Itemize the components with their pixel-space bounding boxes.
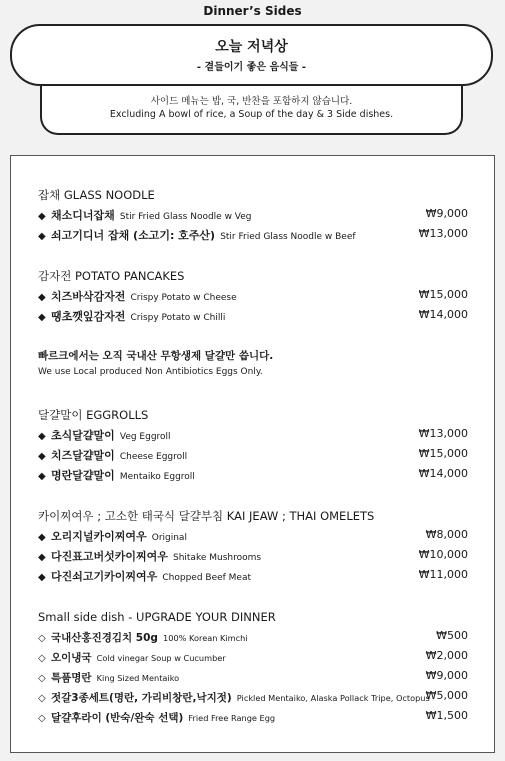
section-title: 잡채 GLASS NOODLE bbox=[38, 188, 155, 202]
egg-notice-en: We use Local produced Non Antibiotics Eggs Only. bbox=[38, 367, 263, 377]
item-price: ₩14,000 bbox=[418, 308, 468, 321]
item-english: Stir Fried Glass Noodle w Veg bbox=[119, 212, 252, 222]
item-price: ₩2,000 bbox=[425, 649, 468, 662]
item-english: Crispy Potato w Chilli bbox=[130, 313, 226, 323]
section-title: 카이찌여우 ; 고소한 태국식 달걀부침 KAI JEAW ; THAI OMELETS bbox=[38, 509, 375, 523]
menu-box bbox=[10, 155, 495, 753]
menu-item bbox=[38, 626, 468, 646]
item-price: ₩1,500 bbox=[425, 709, 468, 722]
item-price: ₩10,000 bbox=[418, 548, 468, 561]
item-english: Mentaiko Eggroll bbox=[119, 472, 195, 482]
menu-item bbox=[38, 686, 468, 706]
menu-item bbox=[38, 305, 468, 325]
egg-notice-kr: 빠르크에서는 오직 국내산 무항생제 달걀만 씁니다. bbox=[38, 350, 274, 362]
item-price: ₩13,000 bbox=[418, 427, 468, 440]
menu-item bbox=[38, 224, 468, 244]
item-name: 오리지널카이찌여우 bbox=[51, 530, 147, 543]
item-english: Fried Free Range Egg bbox=[188, 713, 276, 723]
item-english: Chopped Beef Meat bbox=[162, 573, 252, 583]
diamond-bullet-icon: ◆ bbox=[38, 312, 46, 323]
hollow-diamond-bullet-icon: ◇ bbox=[38, 693, 46, 704]
page-header-title: Dinner’s Sides bbox=[203, 4, 302, 18]
item-english: 100% Korean Kimchi bbox=[163, 633, 248, 643]
item-name: 치즈바삭감자전 bbox=[51, 290, 126, 303]
diamond-bullet-icon: ◆ bbox=[38, 451, 46, 462]
item-name: 달걀후라이 (반숙/완숙 선택) bbox=[51, 712, 184, 724]
section-potato-pancakes bbox=[38, 267, 468, 325]
banner-title: 오늘 저녁상 bbox=[215, 39, 288, 55]
item-english: Veg Eggroll bbox=[119, 432, 171, 442]
diamond-bullet-icon: ◆ bbox=[38, 552, 46, 563]
notice-line-kr: 사이드 메뉴는 밥, 국, 반찬을 포함하지 않습니다. bbox=[150, 96, 353, 107]
menu-item bbox=[38, 706, 468, 726]
item-price: ₩9,000 bbox=[425, 207, 468, 220]
section-glass-noodle bbox=[38, 186, 468, 244]
item-name: 다진표고버섯카이찌여우 bbox=[51, 550, 168, 563]
section-title: Small side dish - UPGRADE YOUR DINNER bbox=[38, 610, 276, 624]
item-price: ₩15,000 bbox=[418, 288, 468, 301]
item-price: ₩9,000 bbox=[425, 669, 468, 682]
menu-item bbox=[38, 444, 468, 464]
menu-item bbox=[38, 545, 468, 565]
item-name: 쇠고기디너 잡채 (소고기: 호주산) bbox=[51, 229, 216, 242]
egg-notice bbox=[38, 347, 468, 379]
hollow-diamond-bullet-icon: ◇ bbox=[38, 633, 46, 644]
menu-item bbox=[38, 424, 468, 444]
hollow-diamond-bullet-icon: ◇ bbox=[38, 713, 46, 724]
diamond-bullet-icon: ◆ bbox=[38, 471, 46, 482]
banner-subtitle: - 곁들이기 좋은 음식들 - bbox=[196, 62, 307, 73]
section-eggrolls bbox=[38, 406, 468, 484]
diamond-bullet-icon: ◆ bbox=[38, 431, 46, 442]
item-price: ₩500 bbox=[436, 629, 468, 642]
item-name: 명란달걀말이 bbox=[51, 469, 115, 482]
notice-line-en: Excluding A bowl of rice, a Soup of the day & 3 Side dishes. bbox=[109, 109, 394, 120]
section-title: 달걀말이 EGGROLLS bbox=[38, 408, 149, 422]
item-price: ₩11,000 bbox=[418, 568, 468, 581]
section-small-side-dish bbox=[38, 608, 468, 726]
item-english: Shitake Mushrooms bbox=[172, 553, 262, 563]
hollow-diamond-bullet-icon: ◇ bbox=[38, 653, 46, 664]
item-english: Pickled Mentaiko, Alaska Pollack Tripe, Octopus bbox=[236, 693, 430, 703]
item-name: 치즈달걀말이 bbox=[51, 449, 115, 462]
section-title: 감자전 POTATO PANCAKES bbox=[38, 269, 185, 283]
menu-item bbox=[38, 525, 468, 545]
notice-panel bbox=[40, 80, 463, 135]
diamond-bullet-icon: ◆ bbox=[38, 572, 46, 583]
menu-item bbox=[38, 285, 468, 305]
item-english: Original bbox=[151, 533, 187, 543]
item-price: ₩8,000 bbox=[425, 528, 468, 541]
item-price: ₩13,000 bbox=[418, 227, 468, 240]
menu-item bbox=[38, 666, 468, 686]
menu-item bbox=[38, 646, 468, 666]
item-english: Stir Fried Glass Noodle w Beef bbox=[220, 232, 356, 242]
item-name: 채소디너잡채 bbox=[51, 209, 115, 222]
item-price: ₩5,000 bbox=[425, 689, 468, 702]
item-price: ₩15,000 bbox=[418, 447, 468, 460]
menu-item bbox=[38, 464, 468, 484]
item-english: Cold vinegar Soup w Cucumber bbox=[96, 653, 226, 663]
menu-item bbox=[38, 204, 468, 224]
section-thai-omelets bbox=[38, 507, 468, 585]
menu-item bbox=[38, 565, 468, 585]
item-name: 특품명란 bbox=[51, 672, 92, 684]
item-name: 땡초깻잎감자전 bbox=[51, 310, 126, 323]
item-name: 다진쇠고기카이찌여우 bbox=[51, 570, 158, 583]
item-name: 젓갈3종세트(명란, 가리비창란,낙지젓) bbox=[51, 692, 232, 704]
diamond-bullet-icon: ◆ bbox=[38, 292, 46, 303]
title-banner bbox=[10, 24, 493, 86]
item-price: ₩14,000 bbox=[418, 467, 468, 480]
hollow-diamond-bullet-icon: ◇ bbox=[38, 673, 46, 684]
diamond-bullet-icon: ◆ bbox=[38, 532, 46, 543]
item-english: Crispy Potato w Cheese bbox=[130, 293, 237, 303]
diamond-bullet-icon: ◆ bbox=[38, 231, 46, 242]
diamond-bullet-icon: ◆ bbox=[38, 211, 46, 222]
item-english: King Sized Mentaiko bbox=[96, 673, 180, 683]
item-name: 오이냉국 bbox=[51, 652, 92, 664]
item-english: Cheese Eggroll bbox=[119, 452, 188, 462]
item-name: 초식달걀말이 bbox=[51, 429, 115, 442]
item-name: 국내산홍진경김치 50g bbox=[51, 632, 158, 644]
